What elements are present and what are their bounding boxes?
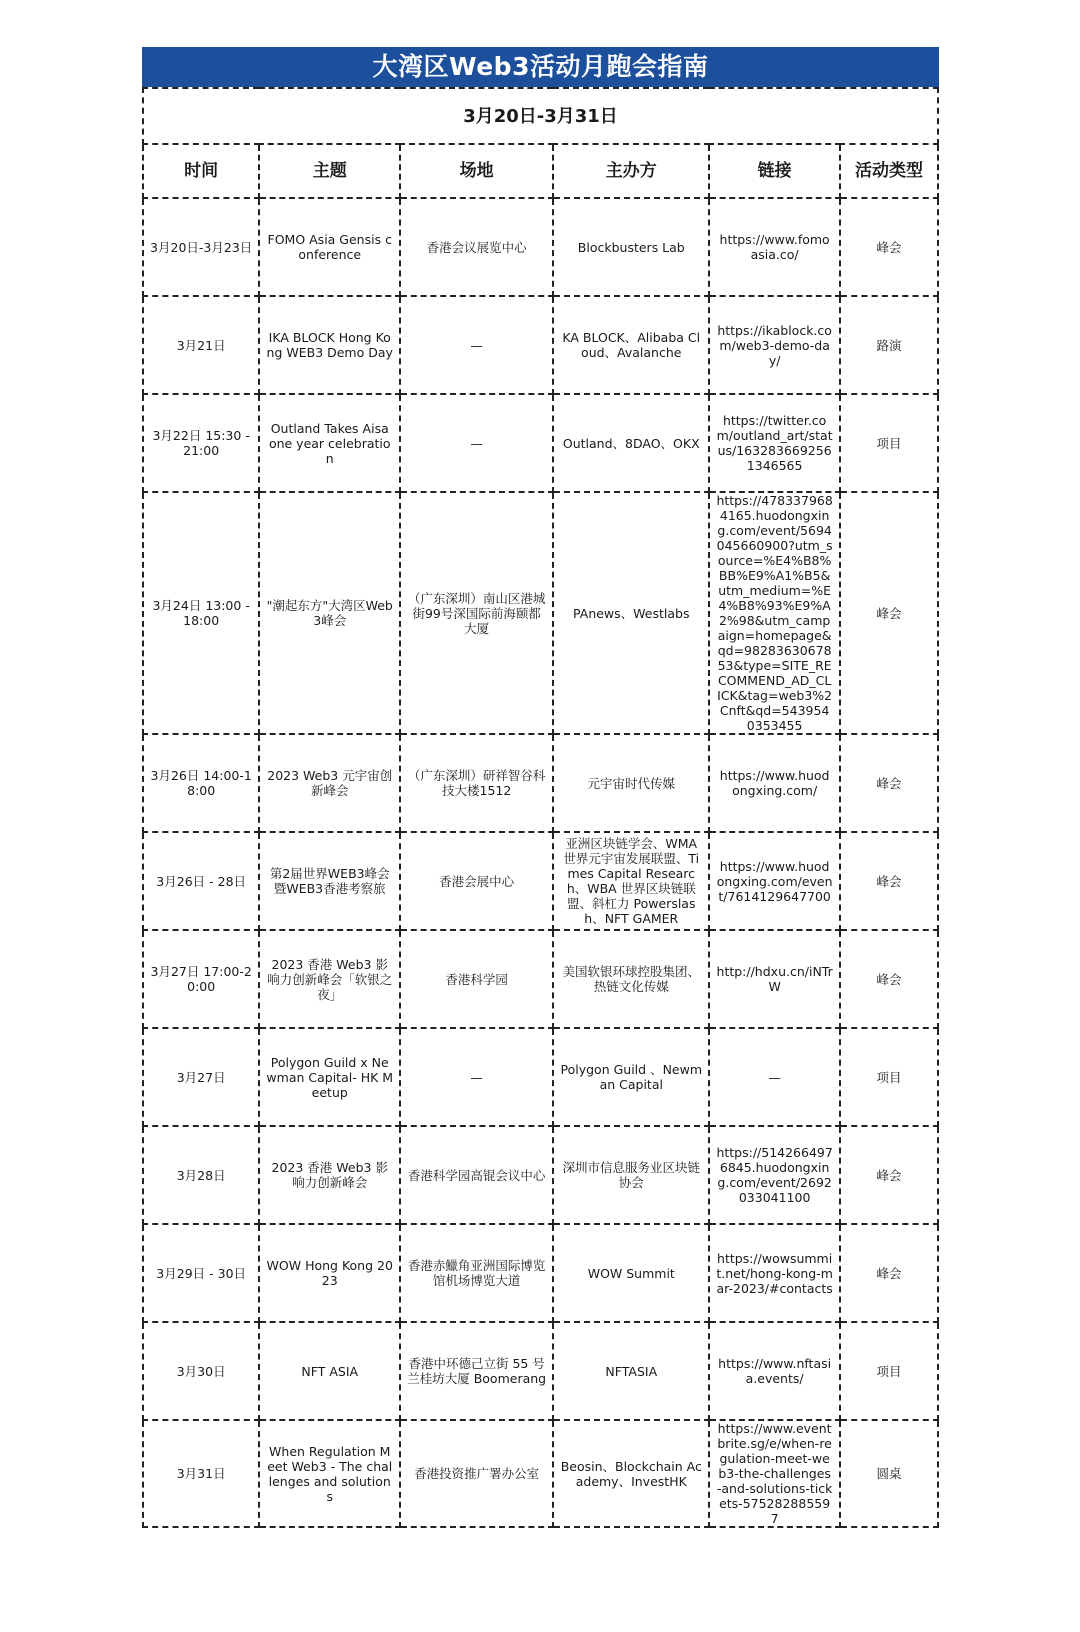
event-host: NFTASIA: [553, 1322, 709, 1420]
event-link[interactable]: https://www.huodongxing.com/: [709, 734, 840, 832]
event-link[interactable]: https://wowsummit.net/hong-kong-mar-2023/#contacts: [709, 1224, 840, 1322]
event-type: 峰会: [840, 930, 938, 1028]
table-row: [143, 1224, 938, 1322]
event-venue: —: [400, 296, 553, 394]
event-link: —: [709, 1028, 840, 1126]
event-link[interactable]: https://www.eventbrite.sg/e/when-regulation-meet-web3-the-challenges-and-solutions-tickets-575282885597: [709, 1420, 840, 1527]
event-topic: 2023 香港 Web3 影响力创新峰会: [259, 1126, 400, 1224]
event-topic: When Regulation Meet Web3 - The challenges and solutions: [259, 1420, 400, 1527]
event-venue: 香港赤鱲角亚洲国际博览馆机场博览大道: [400, 1224, 553, 1322]
table-row: [143, 394, 938, 492]
event-topic: IKA BLOCK Hong Kong WEB3 Demo Day: [259, 296, 400, 394]
event-host: WOW Summit: [553, 1224, 709, 1322]
header-row: [143, 144, 938, 198]
event-link[interactable]: https://4783379684165.huodongxing.com/event/5694045660900?utm_source=%E4%B8%BB%E9%A1%B5&utm_medium=%E4%B8%93%E9%A2%98&utm_campaign=homepage&qd=9828363067853&type=SITE_RECOMMEND_AD_CLICK&tag=web3%2Cnft&qd=5439540353455: [709, 492, 840, 734]
event-venue: 香港会议展览中心: [400, 198, 553, 296]
event-host: Outland、8DAO、OKX: [553, 394, 709, 492]
event-topic: NFT ASIA: [259, 1322, 400, 1420]
event-time: 3月29日 - 30日: [143, 1224, 259, 1322]
event-link[interactable]: https://twitter.com/outland_art/status/1632836692561346565: [709, 394, 840, 492]
event-topic: FOMO Asia Gensis conference: [259, 198, 400, 296]
event-time: 3月27日: [143, 1028, 259, 1126]
event-link[interactable]: https://www.nftasia.events/: [709, 1322, 840, 1420]
event-link[interactable]: http://hdxu.cn/iNTrW: [709, 930, 840, 1028]
event-time: 3月22日 15:30 - 21:00: [143, 394, 259, 492]
event-type: 峰会: [840, 492, 938, 734]
event-guide: [142, 47, 939, 1528]
event-host: Beosin、Blockchain Academy、InvestHK: [553, 1420, 709, 1527]
event-time: 3月31日: [143, 1420, 259, 1527]
event-link[interactable]: https://www.fomoasia.co/: [709, 198, 840, 296]
column-header-venue: 场地: [400, 144, 553, 198]
table-row: [143, 198, 938, 296]
event-type: 项目: [840, 1028, 938, 1126]
table-row: [143, 734, 938, 832]
event-venue: —: [400, 394, 553, 492]
event-link[interactable]: https://www.huodongxing.com/event/7614129647700: [709, 832, 840, 930]
event-host: PAnews、Westlabs: [553, 492, 709, 734]
event-topic: 第2届世界WEB3峰会暨WEB3香港考察旅: [259, 832, 400, 930]
event-host: Blockbusters Lab: [553, 198, 709, 296]
table-row: [143, 1322, 938, 1420]
column-header-host: 主办方: [553, 144, 709, 198]
event-topic: Polygon Guild x Newman Capital- HK Meetup: [259, 1028, 400, 1126]
table-row: [143, 1126, 938, 1224]
event-topic: WOW Hong Kong 2023: [259, 1224, 400, 1322]
event-type: 圆桌: [840, 1420, 938, 1527]
event-time: 3月20日-3月23日: [143, 198, 259, 296]
event-link[interactable]: https://ikablock.com/web3-demo-day/: [709, 296, 840, 394]
event-time: 3月21日: [143, 296, 259, 394]
table-row: [143, 296, 938, 394]
event-type: 峰会: [840, 734, 938, 832]
event-topic: 2023 Web3 元宇宙创新峰会: [259, 734, 400, 832]
event-venue: （广东深圳）研祥智谷科技大楼1512: [400, 734, 553, 832]
event-venue: —: [400, 1028, 553, 1126]
event-time: 3月27日 17:00-20:00: [143, 930, 259, 1028]
event-venue: 香港中环德己立街 55 号兰桂坊大厦 Boomerang: [400, 1322, 553, 1420]
event-venue: 香港科学园高锟会议中心: [400, 1126, 553, 1224]
event-type: 峰会: [840, 198, 938, 296]
event-time: 3月26日 - 28日: [143, 832, 259, 930]
event-type: 峰会: [840, 832, 938, 930]
event-time: 3月24日 13:00 - 18:00: [143, 492, 259, 734]
event-venue: 香港科学园: [400, 930, 553, 1028]
table-row: [143, 1028, 938, 1126]
column-header-topic: 主题: [259, 144, 400, 198]
event-host: 美国软银环球控股集团、热链文化传媒: [553, 930, 709, 1028]
column-header-link: 链接: [709, 144, 840, 198]
event-host: KA BLOCK、Alibaba Cloud、Avalanche: [553, 296, 709, 394]
event-time: 3月26日 14:00-18:00: [143, 734, 259, 832]
event-time: 3月30日: [143, 1322, 259, 1420]
event-host: Polygon Guild 、Newman Capital: [553, 1028, 709, 1126]
event-type: 路演: [840, 296, 938, 394]
event-topic: "潮起东方"大湾区Web3峰会: [259, 492, 400, 734]
event-topic: Outland Takes Aisa one year celebration: [259, 394, 400, 492]
event-venue: （广东深圳）南山区港城街99号深国际前海颐都大厦: [400, 492, 553, 734]
event-link[interactable]: https://5142664976845.huodongxing.com/event/2692033041100: [709, 1126, 840, 1224]
event-host: 深圳市信息服务业区块链协会: [553, 1126, 709, 1224]
column-header-type: 活动类型: [840, 144, 938, 198]
page-title: 大湾区Web3活动月跑会指南: [142, 47, 939, 87]
event-topic: 2023 香港 Web3 影响力创新峰会「软银之夜」: [259, 930, 400, 1028]
event-type: 项目: [840, 1322, 938, 1420]
event-venue: 香港会展中心: [400, 832, 553, 930]
event-venue: 香港投资推广署办公室: [400, 1420, 553, 1527]
event-type: 峰会: [840, 1224, 938, 1322]
event-time: 3月28日: [143, 1126, 259, 1224]
table-row: [143, 930, 938, 1028]
event-type: 峰会: [840, 1126, 938, 1224]
event-host: 亚洲区块链学会、WMA世界元宇宙发展联盟、Times Capital Research、WBA 世界区块链联盟、斜杠力 Powerslash、NFT GAMER: [553, 832, 709, 930]
column-header-time: 时间: [143, 144, 259, 198]
table-row: [143, 832, 938, 930]
event-type: 项目: [840, 394, 938, 492]
events-table: [142, 87, 939, 1528]
table-row: [143, 492, 938, 734]
event-host: 元宇宙时代传媒: [553, 734, 709, 832]
date-range-subtitle: 3月20日-3月31日: [143, 88, 938, 144]
table-row: [143, 1420, 938, 1527]
